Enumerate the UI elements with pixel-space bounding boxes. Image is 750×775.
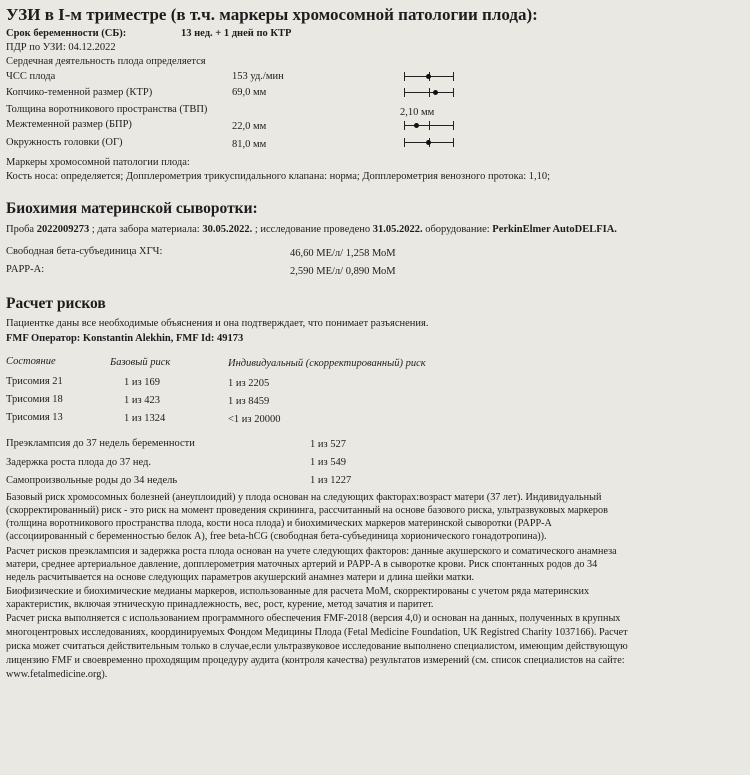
risk-header-condition: Состояние [6, 356, 56, 367]
risk-other-condition: Задержка роста плода до 37 нед. [6, 457, 151, 468]
risk-row-base: 1 из 169 [124, 377, 161, 388]
risk-operator: FMF Оператор: Konstantin Alekhin, FMF Id: 49173 [6, 333, 244, 344]
measurement-marker-dot [426, 74, 431, 79]
footnote-line: Базовый риск хромосомных болезней (анеуплоидий) у плода основан на следующих факторах:возраст матери (37 лет). Индивидуальный [6, 492, 602, 503]
gestation-value: 13 нед. + 1 дней по КТР [181, 28, 292, 39]
measurement-label: Межтеменной размер (БПР) [6, 119, 132, 130]
footnote-line: характеристик, включая этническую принадлежность, вес, рост, курение, метод зачатия и паритет. [6, 599, 434, 610]
risk-other-value: 1 из 1227 [310, 475, 352, 486]
measurement-scale [404, 88, 454, 97]
measurement-label: ЧСС плода [6, 71, 56, 82]
footnote-line: www.fetalmedicine.org). [6, 669, 108, 680]
risk-row-individual: 1 из 2205 [228, 378, 270, 389]
measurement-label: Копчико-теменной размер (КТР) [6, 87, 153, 98]
measurement-marker-dot [426, 140, 431, 145]
risk-other-condition: Преэклампсия до 37 недель беременности [6, 438, 195, 449]
measurement-value: 69,0 мм [232, 87, 267, 98]
risk-row-individual: 1 из 8459 [228, 396, 270, 407]
footnote-line: (скорректированный) риск - это риск на момент проведения скрининга, рассчитанный на основе базового риска, ультразвуковых маркеров [6, 505, 608, 516]
edd-line: ПДР по УЗИ: 04.12.2022 [6, 42, 116, 53]
footnote-line: Биофизические и биохимические медианы маркеров, использованные для расчета МоМ, скорректированы с учетом ряда материнских [6, 586, 590, 597]
footnote-line: Расчет рисков преэклампсия и задержка роста плода основан на учете следующих факторов: данные акушерского и соматического анамнеза [6, 546, 617, 557]
risk-row-condition: Трисомия 13 [6, 412, 63, 423]
measurement-scale [404, 72, 454, 81]
biochem-row-value: 2,590 МЕ/л/ 0,890 МоМ [290, 266, 396, 277]
measurement-marker-dot [433, 90, 438, 95]
risk-row-base: 1 из 1324 [124, 413, 166, 424]
markers-line: Кость носа: определяется; Допплерометрия трикуспидального клапана: норма; Допплерометрия венозного протока: 1,10; [6, 171, 551, 182]
footnote-line: лицензию FMF и своевременно проходящим процедуру аудита (контроля качества) результатов измерений (см. список специалистов на сайте: [6, 655, 625, 666]
measurement-label: Толщина воротникового пространства (ТВП) [6, 104, 208, 115]
measurement-value: 2,10 мм [400, 107, 435, 118]
risk-note: Пациентке даны все необходимые объяснения и она подтверждает, что понимает разъяснения. [6, 318, 429, 329]
risk-header-individual: Индивидуальный (скорректированный) риск [228, 358, 426, 369]
risk-row-condition: Трисомия 21 [6, 376, 63, 387]
biochem-title: Биохимия материнской сыворотки: [6, 200, 258, 217]
measurement-marker-dot [414, 123, 419, 128]
measurement-value: 81,0 мм [232, 139, 267, 150]
heart-activity-line: Сердечная деятельность плода определяется [6, 56, 206, 67]
risk-header-base: Базовый риск [110, 357, 171, 368]
footnote-line: недель расчитывается на основе следующих параметров акушерский анамнез матери и длина шейки матки. [6, 572, 475, 583]
measurement-value: 22,0 мм [232, 121, 267, 132]
page-title: УЗИ в I-м триместре (в т.ч. маркеры хромосомной патологии плода): [6, 5, 538, 24]
risk-title: Расчет рисков [6, 295, 106, 312]
risk-other-value: 1 из 527 [310, 439, 347, 450]
risk-row-individual: <1 из 20000 [228, 414, 281, 425]
footnote-line: многоцентровых исследованиях, координируемых Фондом Медицины Плода (Fetal Medicine Foundation, UK Registred Charity 1037166). Расчет [6, 627, 628, 638]
measurement-scale [404, 121, 454, 130]
footnote-line: (ассоциированный с беременностью белок А), free beta-hCG (свободная бета-субъединица хорионического гонадотропина)). [6, 531, 547, 542]
biochem-row-value: 46,60 МЕ/л/ 1,258 МоМ [290, 248, 396, 259]
footnote-line: (толщина воротникового пространства плода, кости носа плода) и биохимических маркеров материнской сыворотки (PAPP-A [6, 518, 552, 529]
biochem-row-label: PAPP-A: [6, 264, 45, 275]
measurement-value: 153 уд./мин [232, 71, 284, 82]
biochem-row-label: Свободная бета-субъединица ХГЧ: [6, 246, 163, 257]
risk-other-value: 1 из 549 [310, 457, 347, 468]
footnote-line: матери, среднее артериальное давление, допплерометрия маточных артерий и PAPP-A в сыворотке крови. Риск спонтанных родов до 34 [6, 559, 598, 570]
risk-row-base: 1 из 423 [124, 395, 161, 406]
gestation-label: Срок беременности (СБ): [6, 28, 127, 39]
risk-row-condition: Трисомия 18 [6, 394, 63, 405]
footnote-line: Расчет риска выполняется с использованием программного обеспечения FMF-2018 (версия 4,0) и основан на данных, полученных в крупных [6, 613, 621, 624]
measurement-label: Окружность головки (ОГ) [6, 137, 123, 148]
risk-other-condition: Самопроизвольные роды до 34 недель [6, 475, 178, 486]
footnote-line: риска может считаться действительным только в случае,если ультразвуковое исследование выполнено специалистом, имеющим действующую [6, 641, 628, 652]
biochem-sample-line: Проба 2022009273 ; дата забора материала: 30.05.2022. ; исследование проведено 31.05.2022. оборудование: PerkinElmer AutoDELFIA. [6, 224, 617, 235]
markers-title: Маркеры хромосомной патологии плода: [6, 157, 190, 168]
measurement-scale [404, 138, 454, 147]
